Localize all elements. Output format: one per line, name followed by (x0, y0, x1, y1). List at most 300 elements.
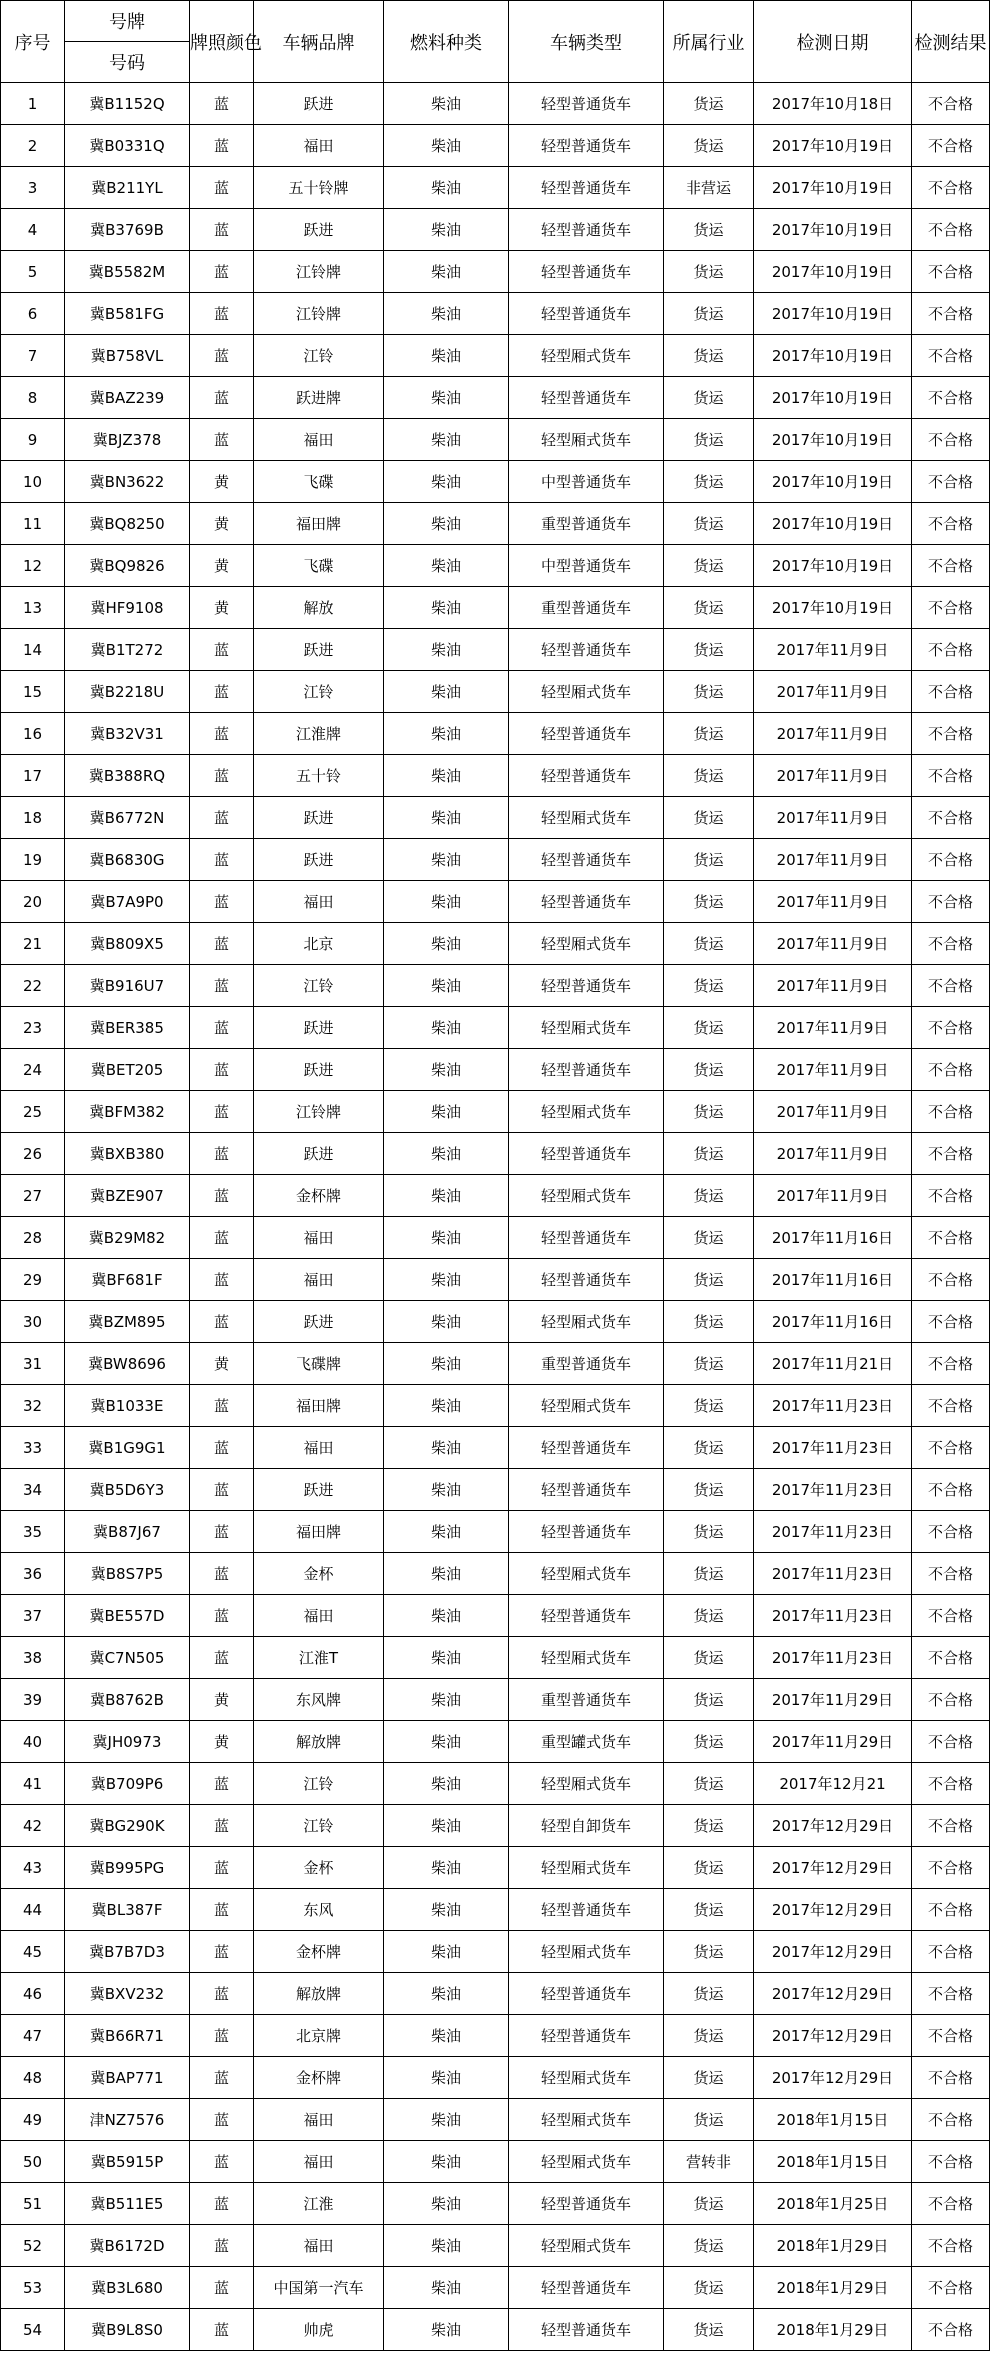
industry-cell: 货运 (664, 2267, 754, 2309)
table-row (1, 713, 990, 755)
brand-cell: 跃进牌 (254, 377, 384, 419)
fuel-cell: 柴油 (384, 83, 509, 125)
plate-color-cell: 蓝 (190, 1385, 254, 1427)
brand-cell: 江铃 (254, 335, 384, 377)
seq-cell: 52 (1, 2225, 65, 2267)
plate-color-cell: 蓝 (190, 1931, 254, 1973)
vehicle-type-cell: 轻型普通货车 (509, 83, 664, 125)
industry-cell: 货运 (664, 293, 754, 335)
brand-cell: 福田 (254, 1259, 384, 1301)
plate-color-cell: 蓝 (190, 2015, 254, 2057)
vehicle-type-cell: 轻型厢式货车 (509, 797, 664, 839)
vehicle-type-cell: 轻型普通货车 (509, 881, 664, 923)
vehicle-type-cell: 轻型厢式货车 (509, 2057, 664, 2099)
result-cell: 不合格 (912, 1553, 990, 1595)
date-cell: 2018年1月29日 (754, 2267, 912, 2309)
industry-cell: 货运 (664, 1385, 754, 1427)
plate-color-cell: 蓝 (190, 1637, 254, 1679)
seq-cell: 41 (1, 1763, 65, 1805)
table-row (1, 2015, 990, 2057)
table-row (1, 1553, 990, 1595)
fuel-cell: 柴油 (384, 881, 509, 923)
plate-number-cell: 冀B8762B (65, 1679, 190, 1721)
industry-cell: 货运 (664, 1805, 754, 1847)
brand-cell: 飞碟 (254, 461, 384, 503)
header-date: 检测日期 (754, 1, 912, 83)
plate-color-cell: 蓝 (190, 209, 254, 251)
plate-color-cell: 黄 (190, 587, 254, 629)
fuel-cell: 柴油 (384, 1133, 509, 1175)
plate-number-cell: 冀BL387F (65, 1889, 190, 1931)
seq-cell: 19 (1, 839, 65, 881)
table-row (1, 2099, 990, 2141)
table-row (1, 1679, 990, 1721)
vehicle-type-cell: 重型普通货车 (509, 1679, 664, 1721)
table-row (1, 1259, 990, 1301)
table-row (1, 2183, 990, 2225)
fuel-cell: 柴油 (384, 1763, 509, 1805)
plate-number-cell: 冀B1152Q (65, 83, 190, 125)
plate-color-cell: 蓝 (190, 629, 254, 671)
date-cell: 2017年11月9日 (754, 881, 912, 923)
vehicle-type-cell: 轻型普通货车 (509, 1259, 664, 1301)
plate-number-cell: 冀B7B7D3 (65, 1931, 190, 1973)
plate-number-cell: 冀B6830G (65, 839, 190, 881)
seq-cell: 8 (1, 377, 65, 419)
plate-number-cell: 冀BXB380 (65, 1133, 190, 1175)
seq-cell: 44 (1, 1889, 65, 1931)
industry-cell: 货运 (664, 1721, 754, 1763)
result-cell: 不合格 (912, 545, 990, 587)
table-row (1, 503, 990, 545)
plate-color-cell: 蓝 (190, 1763, 254, 1805)
plate-number-cell: 冀B388RQ (65, 755, 190, 797)
plate-color-cell: 蓝 (190, 2183, 254, 2225)
vehicle-type-cell: 轻型普通货车 (509, 1469, 664, 1511)
table-row (1, 1889, 990, 1931)
plate-number-cell: 冀BN3622 (65, 461, 190, 503)
result-cell: 不合格 (912, 2099, 990, 2141)
industry-cell: 货运 (664, 1595, 754, 1637)
date-cell: 2017年11月9日 (754, 713, 912, 755)
table-row (1, 755, 990, 797)
table-row (1, 629, 990, 671)
plate-number-cell: 冀BF681F (65, 1259, 190, 1301)
date-cell: 2017年11月16日 (754, 1217, 912, 1259)
result-cell: 不合格 (912, 83, 990, 125)
table-row (1, 1721, 990, 1763)
seq-cell: 4 (1, 209, 65, 251)
date-cell: 2017年11月9日 (754, 671, 912, 713)
date-cell: 2017年11月9日 (754, 755, 912, 797)
table-row (1, 1763, 990, 1805)
result-cell: 不合格 (912, 1091, 990, 1133)
date-cell: 2017年11月29日 (754, 1721, 912, 1763)
brand-cell: 福田 (254, 881, 384, 923)
seq-cell: 10 (1, 461, 65, 503)
plate-color-cell: 蓝 (190, 2267, 254, 2309)
industry-cell: 货运 (664, 1133, 754, 1175)
plate-color-cell: 蓝 (190, 1889, 254, 1931)
seq-cell: 26 (1, 1133, 65, 1175)
vehicle-type-cell: 轻型普通货车 (509, 2267, 664, 2309)
vehicle-type-cell: 轻型普通货车 (509, 1511, 664, 1553)
table-row (1, 671, 990, 713)
plate-color-cell: 蓝 (190, 377, 254, 419)
industry-cell: 货运 (664, 1973, 754, 2015)
brand-cell: 江铃牌 (254, 251, 384, 293)
plate-number-cell: 冀B5D6Y3 (65, 1469, 190, 1511)
seq-cell: 16 (1, 713, 65, 755)
result-cell: 不合格 (912, 1259, 990, 1301)
vehicle-type-cell: 轻型厢式货车 (509, 1175, 664, 1217)
table-row (1, 797, 990, 839)
brand-cell: 福田牌 (254, 1511, 384, 1553)
vehicle-type-cell: 轻型普通货车 (509, 839, 664, 881)
brand-cell: 福田 (254, 2225, 384, 2267)
table-row (1, 1385, 990, 1427)
table-row (1, 1091, 990, 1133)
table-row (1, 1973, 990, 2015)
date-cell: 2017年11月9日 (754, 1175, 912, 1217)
plate-number-cell: 冀B5582M (65, 251, 190, 293)
brand-cell: 五十铃牌 (254, 167, 384, 209)
fuel-cell: 柴油 (384, 503, 509, 545)
vehicle-type-cell: 轻型厢式货车 (509, 1385, 664, 1427)
date-cell: 2017年10月19日 (754, 377, 912, 419)
result-cell: 不合格 (912, 1595, 990, 1637)
plate-color-cell: 蓝 (190, 881, 254, 923)
vehicle-type-cell: 轻型厢式货车 (509, 335, 664, 377)
seq-cell: 35 (1, 1511, 65, 1553)
table-row (1, 1511, 990, 1553)
result-cell: 不合格 (912, 377, 990, 419)
result-cell: 不合格 (912, 1805, 990, 1847)
vehicle-type-cell: 重型罐式货车 (509, 1721, 664, 1763)
brand-cell: 东风牌 (254, 1679, 384, 1721)
result-cell: 不合格 (912, 1763, 990, 1805)
seq-cell: 22 (1, 965, 65, 1007)
vehicle-type-cell: 轻型普通货车 (509, 2309, 664, 2351)
plate-color-cell: 蓝 (190, 1007, 254, 1049)
plate-color-cell: 蓝 (190, 671, 254, 713)
result-cell: 不合格 (912, 1679, 990, 1721)
fuel-cell: 柴油 (384, 755, 509, 797)
result-cell: 不合格 (912, 251, 990, 293)
fuel-cell: 柴油 (384, 1175, 509, 1217)
result-cell: 不合格 (912, 209, 990, 251)
fuel-cell: 柴油 (384, 1049, 509, 1091)
vehicle-type-cell: 中型普通货车 (509, 461, 664, 503)
plate-number-cell: 冀JH0973 (65, 1721, 190, 1763)
date-cell: 2017年10月19日 (754, 419, 912, 461)
fuel-cell: 柴油 (384, 293, 509, 335)
fuel-cell: 柴油 (384, 125, 509, 167)
result-cell: 不合格 (912, 2309, 990, 2351)
plate-number-cell: 冀B995PG (65, 1847, 190, 1889)
plate-color-cell: 黄 (190, 545, 254, 587)
result-cell: 不合格 (912, 923, 990, 965)
date-cell: 2017年11月23日 (754, 1553, 912, 1595)
seq-cell: 9 (1, 419, 65, 461)
plate-number-cell: 冀BFM382 (65, 1091, 190, 1133)
date-cell: 2017年11月23日 (754, 1511, 912, 1553)
industry-cell: 货运 (664, 797, 754, 839)
fuel-cell: 柴油 (384, 797, 509, 839)
table-row (1, 125, 990, 167)
seq-cell: 38 (1, 1637, 65, 1679)
brand-cell: 福田牌 (254, 1385, 384, 1427)
result-cell: 不合格 (912, 2225, 990, 2267)
header-plate-group: 号牌 (65, 1, 190, 42)
result-cell: 不合格 (912, 1973, 990, 2015)
plate-number-cell: 冀BAZ239 (65, 377, 190, 419)
result-cell: 不合格 (912, 965, 990, 1007)
date-cell: 2018年1月15日 (754, 2099, 912, 2141)
plate-color-cell: 蓝 (190, 1091, 254, 1133)
brand-cell: 跃进 (254, 797, 384, 839)
fuel-cell: 柴油 (384, 1973, 509, 2015)
fuel-cell: 柴油 (384, 377, 509, 419)
table-row (1, 2141, 990, 2183)
vehicle-type-cell: 轻型厢式货车 (509, 923, 664, 965)
fuel-cell: 柴油 (384, 2309, 509, 2351)
seq-cell: 48 (1, 2057, 65, 2099)
result-cell: 不合格 (912, 293, 990, 335)
industry-cell: 货运 (664, 923, 754, 965)
fuel-cell: 柴油 (384, 923, 509, 965)
vehicle-type-cell: 轻型普通货车 (509, 2183, 664, 2225)
fuel-cell: 柴油 (384, 629, 509, 671)
seq-cell: 17 (1, 755, 65, 797)
plate-number-cell: 冀BZE907 (65, 1175, 190, 1217)
industry-cell: 货运 (664, 755, 754, 797)
fuel-cell: 柴油 (384, 1469, 509, 1511)
table-row (1, 2225, 990, 2267)
table-row (1, 167, 990, 209)
seq-cell: 20 (1, 881, 65, 923)
industry-cell: 货运 (664, 1511, 754, 1553)
date-cell: 2017年12月29日 (754, 2057, 912, 2099)
result-cell: 不合格 (912, 1637, 990, 1679)
plate-number-cell: 冀C7N505 (65, 1637, 190, 1679)
vehicle-type-cell: 重型普通货车 (509, 1343, 664, 1385)
plate-number-cell: 冀BQ9826 (65, 545, 190, 587)
result-cell: 不合格 (912, 839, 990, 881)
plate-color-cell: 蓝 (190, 1553, 254, 1595)
plate-number-cell: 冀B1G9G1 (65, 1427, 190, 1469)
plate-number-cell: 冀B581FG (65, 293, 190, 335)
plate-number-cell: 冀B211YL (65, 167, 190, 209)
table-row (1, 461, 990, 503)
plate-number-cell: 冀BE557D (65, 1595, 190, 1637)
brand-cell: 福田 (254, 1217, 384, 1259)
date-cell: 2017年11月29日 (754, 1679, 912, 1721)
industry-cell: 货运 (664, 251, 754, 293)
result-cell: 不合格 (912, 2141, 990, 2183)
vehicle-type-cell: 轻型厢式货车 (509, 1301, 664, 1343)
date-cell: 2017年10月19日 (754, 251, 912, 293)
vehicle-type-cell: 轻型厢式货车 (509, 1763, 664, 1805)
fuel-cell: 柴油 (384, 2099, 509, 2141)
plate-color-cell: 蓝 (190, 335, 254, 377)
header-plate-number: 号码 (65, 42, 190, 83)
date-cell: 2017年10月19日 (754, 587, 912, 629)
fuel-cell: 柴油 (384, 587, 509, 629)
date-cell: 2017年11月23日 (754, 1637, 912, 1679)
date-cell: 2017年11月9日 (754, 965, 912, 1007)
fuel-cell: 柴油 (384, 1637, 509, 1679)
date-cell: 2017年10月19日 (754, 461, 912, 503)
fuel-cell: 柴油 (384, 1889, 509, 1931)
plate-color-cell: 蓝 (190, 2057, 254, 2099)
seq-cell: 30 (1, 1301, 65, 1343)
vehicle-type-cell: 中型普通货车 (509, 545, 664, 587)
fuel-cell: 柴油 (384, 1721, 509, 1763)
industry-cell: 货运 (664, 2225, 754, 2267)
date-cell: 2017年11月9日 (754, 1007, 912, 1049)
vehicle-type-cell: 轻型厢式货车 (509, 1553, 664, 1595)
header-seq: 序号 (1, 1, 65, 83)
brand-cell: 福田 (254, 125, 384, 167)
plate-number-cell: 冀B1T272 (65, 629, 190, 671)
seq-cell: 42 (1, 1805, 65, 1847)
vehicle-type-cell: 轻型厢式货车 (509, 2099, 664, 2141)
industry-cell: 货运 (664, 671, 754, 713)
result-cell: 不合格 (912, 1721, 990, 1763)
seq-cell: 14 (1, 629, 65, 671)
fuel-cell: 柴油 (384, 545, 509, 587)
table-row (1, 1343, 990, 1385)
industry-cell: 货运 (664, 1637, 754, 1679)
seq-cell: 3 (1, 167, 65, 209)
result-cell: 不合格 (912, 461, 990, 503)
plate-number-cell: 冀B0331Q (65, 125, 190, 167)
industry-cell: 货运 (664, 1217, 754, 1259)
industry-cell: 货运 (664, 125, 754, 167)
vehicle-type-cell: 重型普通货车 (509, 503, 664, 545)
result-cell: 不合格 (912, 1343, 990, 1385)
fuel-cell: 柴油 (384, 2267, 509, 2309)
vehicle-type-cell: 轻型普通货车 (509, 1049, 664, 1091)
date-cell: 2017年11月9日 (754, 923, 912, 965)
brand-cell: 江铃 (254, 965, 384, 1007)
vehicle-type-cell: 轻型普通货车 (509, 167, 664, 209)
plate-color-cell: 蓝 (190, 1595, 254, 1637)
plate-number-cell: 冀HF9108 (65, 587, 190, 629)
brand-cell: 跃进 (254, 839, 384, 881)
result-cell: 不合格 (912, 1931, 990, 1973)
date-cell: 2017年11月23日 (754, 1595, 912, 1637)
brand-cell: 江铃牌 (254, 1091, 384, 1133)
plate-number-cell: 冀B87J67 (65, 1511, 190, 1553)
table-row (1, 1595, 990, 1637)
date-cell: 2017年12月29日 (754, 1973, 912, 2015)
plate-color-cell: 蓝 (190, 1049, 254, 1091)
table-row (1, 1007, 990, 1049)
date-cell: 2017年11月9日 (754, 629, 912, 671)
table-row (1, 545, 990, 587)
industry-cell: 货运 (664, 335, 754, 377)
result-cell: 不合格 (912, 1427, 990, 1469)
result-cell: 不合格 (912, 1847, 990, 1889)
seq-cell: 54 (1, 2309, 65, 2351)
fuel-cell: 柴油 (384, 1847, 509, 1889)
industry-cell: 货运 (664, 2183, 754, 2225)
vehicle-type-cell: 轻型普通货车 (509, 1427, 664, 1469)
result-cell: 不合格 (912, 335, 990, 377)
brand-cell: 跃进 (254, 629, 384, 671)
brand-cell: 福田 (254, 1427, 384, 1469)
plate-color-cell: 蓝 (190, 713, 254, 755)
industry-cell: 货运 (664, 377, 754, 419)
table-row (1, 1049, 990, 1091)
industry-cell: 货运 (664, 1931, 754, 1973)
date-cell: 2017年11月16日 (754, 1259, 912, 1301)
vehicle-type-cell: 轻型普通货车 (509, 1217, 664, 1259)
industry-cell: 非营运 (664, 167, 754, 209)
result-cell: 不合格 (912, 797, 990, 839)
vehicle-type-cell: 重型普通货车 (509, 587, 664, 629)
plate-color-cell: 蓝 (190, 1469, 254, 1511)
table-body (1, 83, 990, 2351)
table-row (1, 839, 990, 881)
date-cell: 2018年1月29日 (754, 2225, 912, 2267)
vehicle-type-cell: 轻型普通货车 (509, 377, 664, 419)
plate-color-cell: 蓝 (190, 965, 254, 1007)
brand-cell: 北京牌 (254, 2015, 384, 2057)
table-row (1, 1469, 990, 1511)
table-row (1, 2057, 990, 2099)
plate-color-cell: 蓝 (190, 797, 254, 839)
brand-cell: 福田 (254, 2141, 384, 2183)
plate-color-cell: 蓝 (190, 419, 254, 461)
table-row (1, 377, 990, 419)
result-cell: 不合格 (912, 1469, 990, 1511)
date-cell: 2017年11月9日 (754, 797, 912, 839)
result-cell: 不合格 (912, 587, 990, 629)
industry-cell: 货运 (664, 2057, 754, 2099)
date-cell: 2017年10月19日 (754, 125, 912, 167)
industry-cell: 货运 (664, 419, 754, 461)
brand-cell: 东风 (254, 1889, 384, 1931)
table-row (1, 335, 990, 377)
plate-color-cell: 蓝 (190, 2141, 254, 2183)
seq-cell: 12 (1, 545, 65, 587)
industry-cell: 货运 (664, 1343, 754, 1385)
brand-cell: 金杯牌 (254, 2057, 384, 2099)
plate-number-cell: 冀B5915P (65, 2141, 190, 2183)
brand-cell: 跃进 (254, 209, 384, 251)
brand-cell: 江铃 (254, 1763, 384, 1805)
result-cell: 不合格 (912, 2183, 990, 2225)
fuel-cell: 柴油 (384, 1553, 509, 1595)
date-cell: 2017年12月29日 (754, 1847, 912, 1889)
fuel-cell: 柴油 (384, 1595, 509, 1637)
header-fuel: 燃料种类 (384, 1, 509, 83)
seq-cell: 32 (1, 1385, 65, 1427)
industry-cell: 货运 (664, 461, 754, 503)
plate-color-cell: 蓝 (190, 755, 254, 797)
seq-cell: 40 (1, 1721, 65, 1763)
plate-color-cell: 蓝 (190, 2225, 254, 2267)
seq-cell: 45 (1, 1931, 65, 1973)
date-cell: 2017年10月18日 (754, 83, 912, 125)
brand-cell: 江淮牌 (254, 713, 384, 755)
plate-number-cell: 冀BXV232 (65, 1973, 190, 2015)
table-row (1, 881, 990, 923)
table-row (1, 1301, 990, 1343)
